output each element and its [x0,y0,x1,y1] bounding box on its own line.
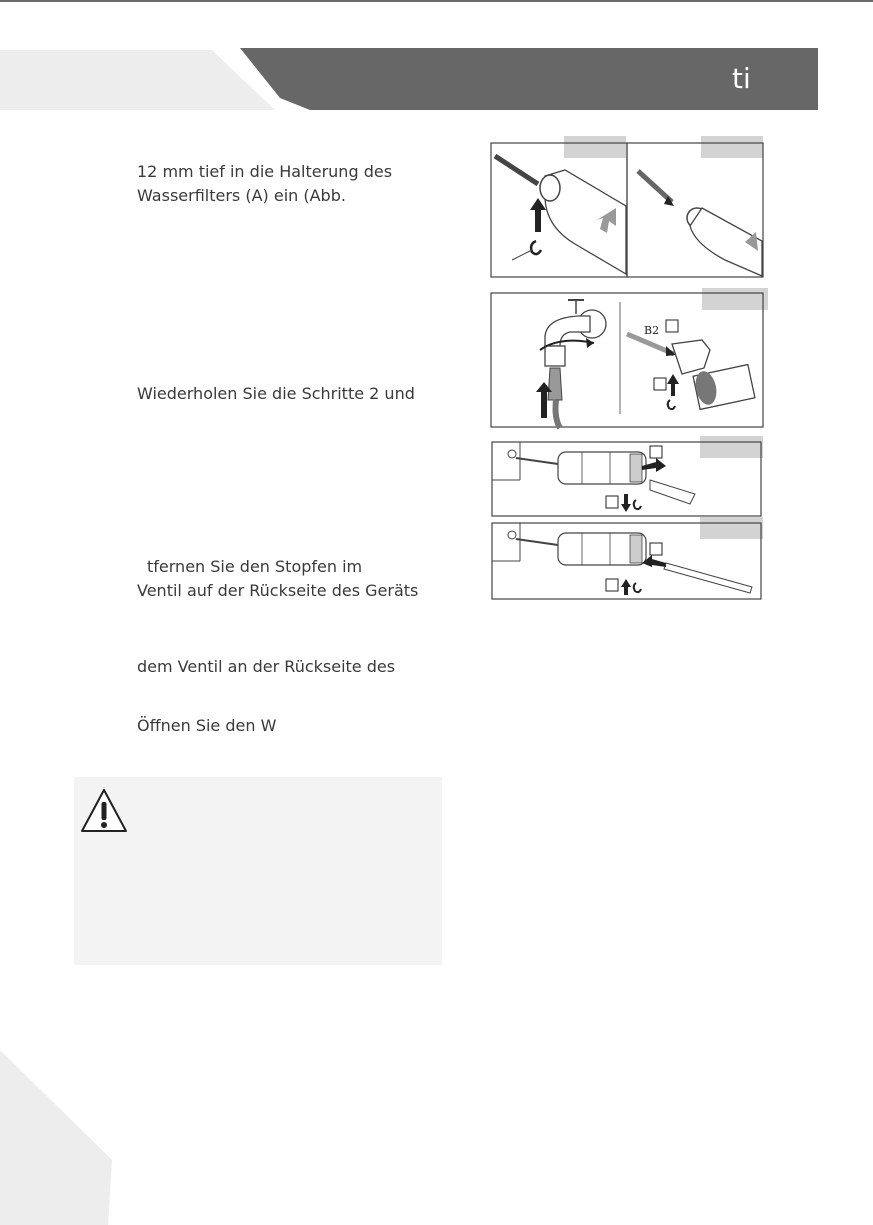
text-line-4: tfernen Sie den Stopfen im [147,557,363,576]
top-rule [0,0,873,2]
figure-filter-remove-plug [490,436,765,518]
page-corner-tab [0,1050,115,1225]
figure-tap-connection [490,288,770,430]
label-b2: B2 [644,324,660,337]
warning-box [74,777,442,965]
header-section-glyph: ti [732,62,751,95]
text-line-6: dem Ventil an der Rückseite des [137,657,396,676]
figure-filter-insertion [490,136,765,279]
text-line-1: 12 mm tief in die Halterung des [137,162,393,181]
figure-filter-insert-tube [490,517,765,601]
text-line-2: Wasserfilters (A) ein (Abb. [137,186,346,205]
warning-triangle-icon [80,787,128,835]
text-line-3: Wiederholen Sie die Schritte 2 und [137,384,415,403]
text-line-5: Ventil auf der Rückseite des Geräts [137,581,419,600]
text-line-7: Öffnen Sie den W [137,716,277,735]
header-light-tab [0,50,280,110]
